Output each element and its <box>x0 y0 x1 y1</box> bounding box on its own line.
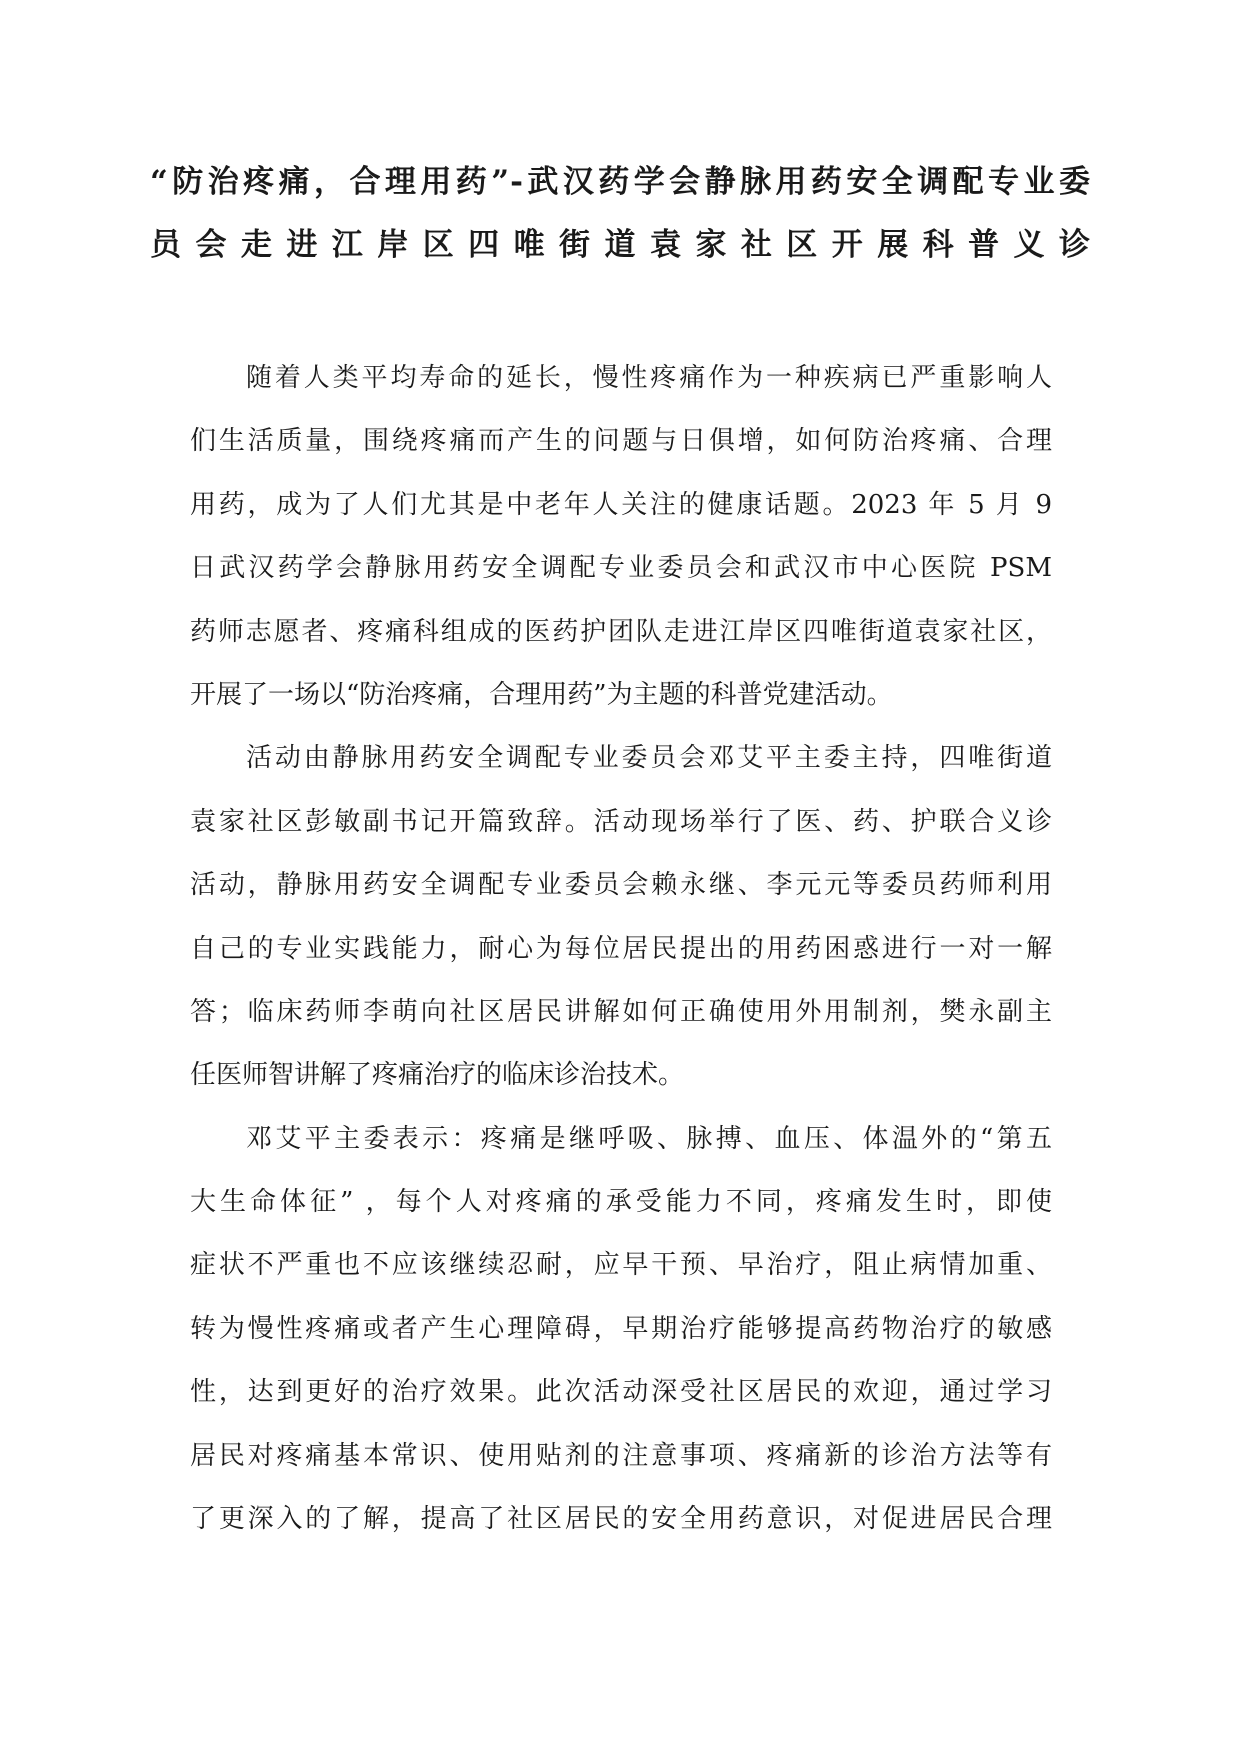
paragraph-line: 性，达到更好的治疗效果。此次活动深受社区居民的欢迎，通过学习 <box>190 1377 1052 1408</box>
paragraph-line: 袁家社区彭敏副书记开篇致辞。活动现场举行了医、药、护联合义诊 <box>190 806 1052 837</box>
title-line: “防治疼痛，合理用药”-武汉药学会静脉用药安全调配专业委 <box>150 164 1091 200</box>
paragraph-line: 药师志愿者、疼痛科组成的医药护团队走进江岸区四唯街道袁家社区， <box>190 616 1052 647</box>
paragraph-line: 邓艾平主委表示：疼痛是继呼吸、脉搏、血压、体温外的“第五 <box>246 1123 1052 1154</box>
paragraph-line: 答；临床药师李萌向社区居民讲解如何正确使用外用制剂，樊永副主 <box>190 996 1052 1027</box>
paragraph-line: 任医师智讲解了疼痛治疗的临床诊治技术。 <box>190 1060 685 1091</box>
paragraph-1 <box>190 347 1052 727</box>
title-line: 员会走进江岸区四唯街道袁家社区开展科普义诊 <box>150 227 1091 264</box>
paragraph-line: 活动，静脉用药安全调配专业委员会赖永继、李元元等委员药师利用 <box>190 870 1052 901</box>
paragraph-line: 们生活质量，围绕疼痛而产生的问题与日俱增，如何防治疼痛、合理 <box>190 426 1052 457</box>
paragraph-line: 开展了一场以“防治疼痛，合理用药”为主题的科普党建活动。 <box>190 679 893 710</box>
paragraph-line: 转为慢性疼痛或者产生心理障碍，早期治疗能够提高药物治疗的敏感 <box>190 1313 1052 1344</box>
paragraph-line: 自己的专业实践能力，耐心为每位居民提出的用药困惑进行一对一解 <box>190 933 1052 964</box>
paragraph-2 <box>190 727 1052 1107</box>
paragraph-line: 居民对疼痛基本常识、使用贴剂的注意事项、疼痛新的诊治方法等有 <box>190 1440 1052 1471</box>
document-title <box>150 152 1091 279</box>
paragraph-line: 用药，成为了人们尤其是中老年人关注的健康话题。2023 年 5 月 9 <box>190 489 1052 520</box>
paragraph-line: 随着人类平均寿命的延长，慢性疼痛作为一种疾病已严重影响人 <box>246 363 1052 393</box>
document-body <box>190 347 1052 1551</box>
paragraph-line: 大生命体征” ，每个人对疼痛的承受能力不同，疼痛发生时，即使 <box>190 1187 1052 1218</box>
paragraph-line: 活动由静脉用药安全调配专业委员会邓艾平主委主持，四唯街道 <box>246 743 1052 774</box>
paragraph-line: 症状不严重也不应该继续忍耐，应早干预、早治疗，阻止病情加重、 <box>190 1250 1052 1281</box>
paragraph-line: 日武汉药学会静脉用药安全调配专业委员会和武汉市中心医院 PSM <box>190 553 1052 584</box>
paragraph-3 <box>190 1108 1052 1552</box>
paragraph-line: 了更深入的了解，提高了社区居民的安全用药意识，对促进居民合理 <box>190 1504 1052 1535</box>
